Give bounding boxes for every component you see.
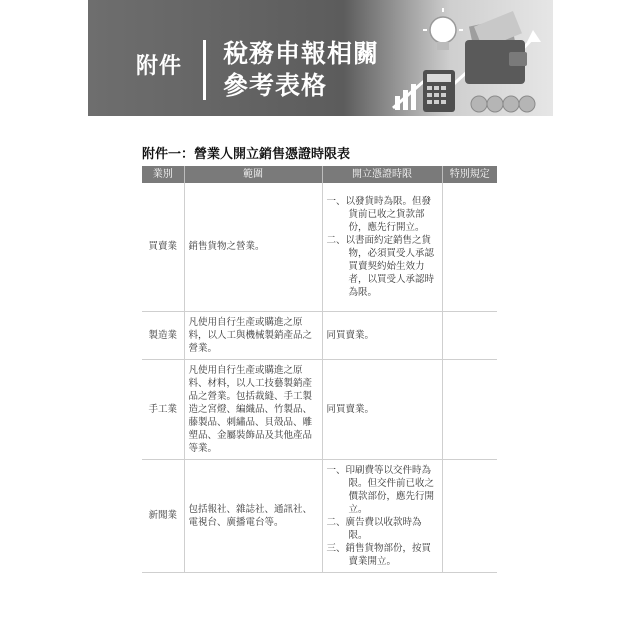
bar-chart-icon bbox=[395, 84, 416, 110]
invoice-timing-table bbox=[142, 166, 497, 573]
calculator-icon bbox=[423, 70, 455, 112]
special-cell bbox=[442, 311, 497, 359]
table-header-row bbox=[142, 166, 497, 183]
banner-title-line1: 稅務申報相關 bbox=[223, 39, 380, 68]
timing-rule: 二、以書面約定銷售之貨物，必須買受人承認買賣契約始生效力者，以買受人承認時為限。 bbox=[326, 234, 435, 298]
scope-cell: 凡使用自行生產或購進之原料，以人工與機械製銷產品之營業。 bbox=[184, 311, 322, 359]
timing-rule: 一、印刷費等以交件時為限。但交件前已收之價款部份，應先行開立。 bbox=[326, 464, 435, 515]
header-timing: 開立憑證時限 bbox=[322, 166, 442, 183]
lightbulb-icon bbox=[423, 8, 463, 50]
timing-rule: 一、以發貨時為限。但發貨前已收之貨款部份，應先行開立。 bbox=[326, 195, 432, 233]
timing-cell bbox=[322, 459, 442, 572]
special-cell bbox=[442, 183, 497, 311]
special-cell bbox=[442, 459, 497, 572]
timing-rule: 三、銷售貨物部份，按買賣業開立。 bbox=[326, 542, 432, 567]
banner-tag: 附件 bbox=[136, 54, 183, 79]
chapter-banner bbox=[88, 0, 553, 116]
wallet-icon bbox=[465, 11, 527, 84]
industry-cell: 買賣業 bbox=[142, 183, 184, 311]
finance-illustration-icon bbox=[383, 0, 553, 116]
timing-cell bbox=[322, 311, 442, 359]
table-row bbox=[142, 183, 497, 311]
table-row bbox=[142, 311, 497, 359]
banner-divider bbox=[203, 40, 206, 100]
coins-icon bbox=[471, 96, 535, 112]
timing-rule: 同買賣業。 bbox=[326, 403, 375, 415]
scope-cell: 凡使用自行生產或購進之原料、材料，以人工技藝製銷產品之營業。包括裁縫、手工製造之宮燈、編織品、竹製品、藤製品、刺繡品、貝殼品、雕塑品、金屬裝飾品及其他產品等業。 bbox=[184, 359, 322, 459]
timing-rule: 二、廣告費以收款時為限。 bbox=[326, 516, 422, 541]
table-row bbox=[142, 359, 497, 459]
table-row bbox=[142, 459, 497, 572]
scope-cell: 銷售貨物之營業。 bbox=[184, 183, 322, 311]
industry-cell: 製造業 bbox=[142, 311, 184, 359]
timing-rule: 同買賣業。 bbox=[326, 329, 375, 341]
header-special: 特別規定 bbox=[442, 166, 497, 183]
industry-cell: 新聞業 bbox=[142, 459, 184, 572]
special-cell bbox=[442, 359, 497, 459]
timing-cell bbox=[322, 183, 442, 311]
banner-title bbox=[223, 38, 379, 102]
timing-cell bbox=[322, 359, 442, 459]
scope-cell: 包括報社、雜誌社、通訊社、電視台、廣播電台等。 bbox=[184, 459, 322, 572]
industry-cell: 手工業 bbox=[142, 359, 184, 459]
header-scope: 範圍 bbox=[184, 166, 322, 183]
header-industry: 業別 bbox=[142, 166, 184, 183]
section-title: 附件一：營業人開立銷售憑證時限表 bbox=[142, 147, 351, 162]
banner-title-line2: 參考表格 bbox=[223, 71, 328, 100]
